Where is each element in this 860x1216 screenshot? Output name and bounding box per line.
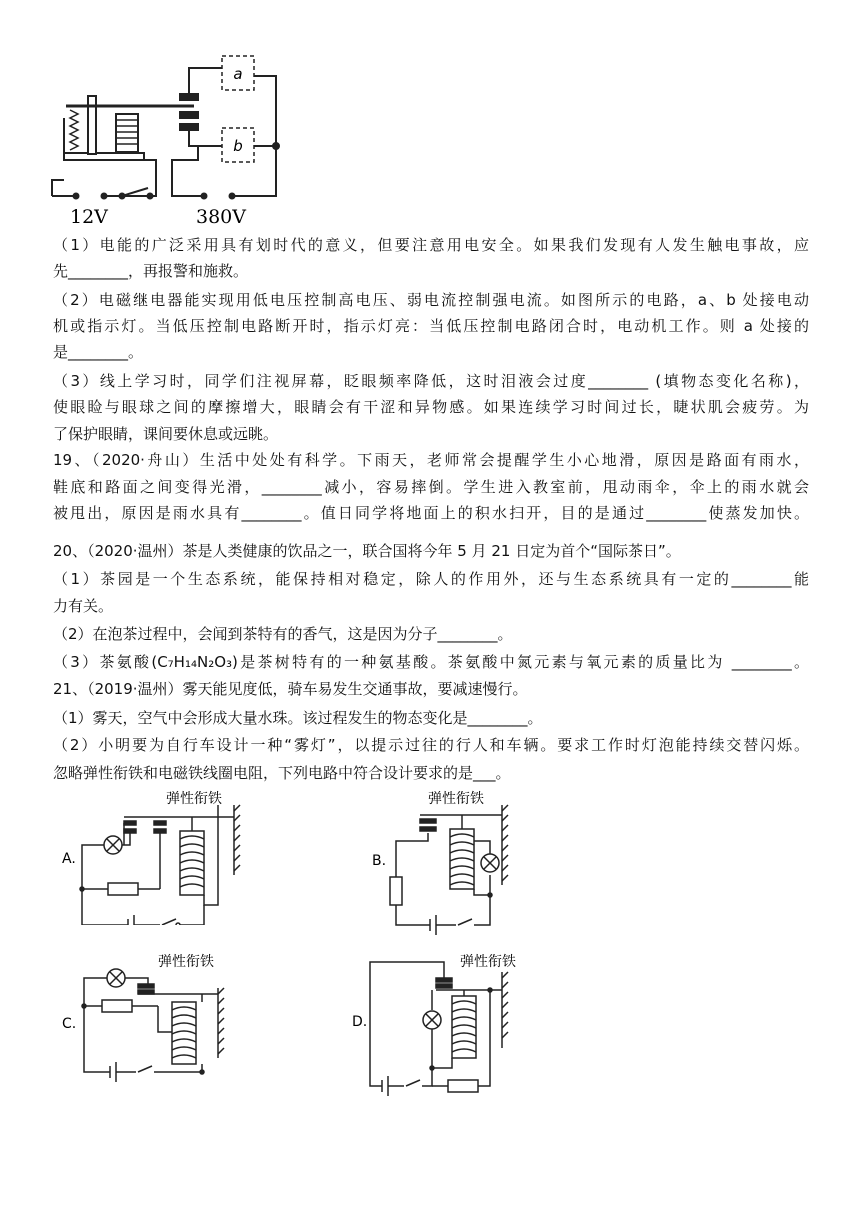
text-line: （1）电能的广泛采用具有划时代的意义，但要注意用电安全。如果我们发现有人发生触电事故，应 [53,236,809,254]
option-b-circuit [368,785,568,935]
text-line: 先________，再报警和施救。 [53,262,249,280]
text-line: 机或指示灯。当低压控制电路断开时，指示灯亮：当低压控制电路闭合时，电动机工作。则 a 处接的 [53,317,809,335]
text-line: 了保护眼睛，课间要休息或远眺。 [53,425,279,443]
option-a-label: 弹性衔铁 [166,791,222,807]
option-c-label: 弹性衔铁 [158,954,214,970]
box-a-label: a [233,65,243,83]
option-d-circuit [350,948,550,1098]
question-20-line: 20、（2020·温州）茶是人类健康的饮品之一，联合国将今年 5 月 21 日定为首个“国际茶日”。 [53,542,681,560]
text-line: 忽略弹性衔铁和电磁铁线圈电阻，下列电路中符合设计要求的是___。 [53,764,511,782]
option-d-letter: D. [352,1014,368,1030]
text-line: （2）在泡茶过程中，会闻到茶特有的香气，这是因为分子________。 [53,625,513,643]
text-line: 使眼睑与眼球之间的摩擦增大，眼睛会有干涩和异物感。如果连续学习时间过长，睫状肌会疲劳。为 [53,398,809,416]
option-b-label: 弹性衔铁 [428,791,484,807]
text-line: 被甩出，原因是雨水具有________。值日同学将地面上的积水扫开，目的是通过________使蒸发加快。 [53,504,809,522]
text-line: 鞋底和路面之间变得光滑，________减小，容易摔倒。学生进入教室前，甩动雨伞，伞上的雨水就会 [53,478,809,496]
question-19-line: 19、（2020·舟山）生活中处处有科学。下雨天，老师常会提醒学生小心地滑，原因是路面有雨水， [53,451,809,469]
relay-circuit-figure [44,48,300,228]
text-line: （3）线上学习时，同学们注视屏幕，眨眼频率降低，这时泪液会过度________ (填物态变化名称)， [53,372,809,390]
option-a-circuit [58,785,258,925]
text-line: 力有关。 [53,597,114,615]
voltage-low-label: 12V [70,206,108,228]
text-line: （3）茶氨酸(C₇H₁₄N₂O₃)是茶树特有的一种氨基酸。茶氨酸中氮元素与氧元素的质量比为 ________。 [53,653,809,671]
text-line: （2）电磁继电器能实现用低电压控制高电压、弱电流控制强电流。如图所示的电路，a、b 处接电动 [53,291,809,309]
option-c-letter: C. [62,1016,77,1032]
text-line: （2）小明要为自行车设计一种“雾灯”，以提示过往的行人和车辆。要求工作时灯泡能持续交替闪烁。 [53,736,809,754]
option-c-circuit [58,948,258,1088]
voltage-high-label: 380V [196,206,246,228]
option-d-label: 弹性衔铁 [460,954,516,970]
text-line: （1）雾天，空气中会形成大量水珠。该过程发生的物态变化是________。 [53,709,543,727]
option-b-letter: B. [372,853,387,869]
question-21-line: 21、（2019·温州）雾天能见度低，骑车易发生交通事故，要减速慢行。 [53,680,528,698]
box-b-label: b [233,137,243,155]
text-line: 是________。 [53,343,144,361]
text-line: （1）茶园是一个生态系统，能保持相对稳定，除人的作用外，还与生态系统具有一定的________能 [53,570,809,588]
option-a-letter: A. [62,851,76,867]
